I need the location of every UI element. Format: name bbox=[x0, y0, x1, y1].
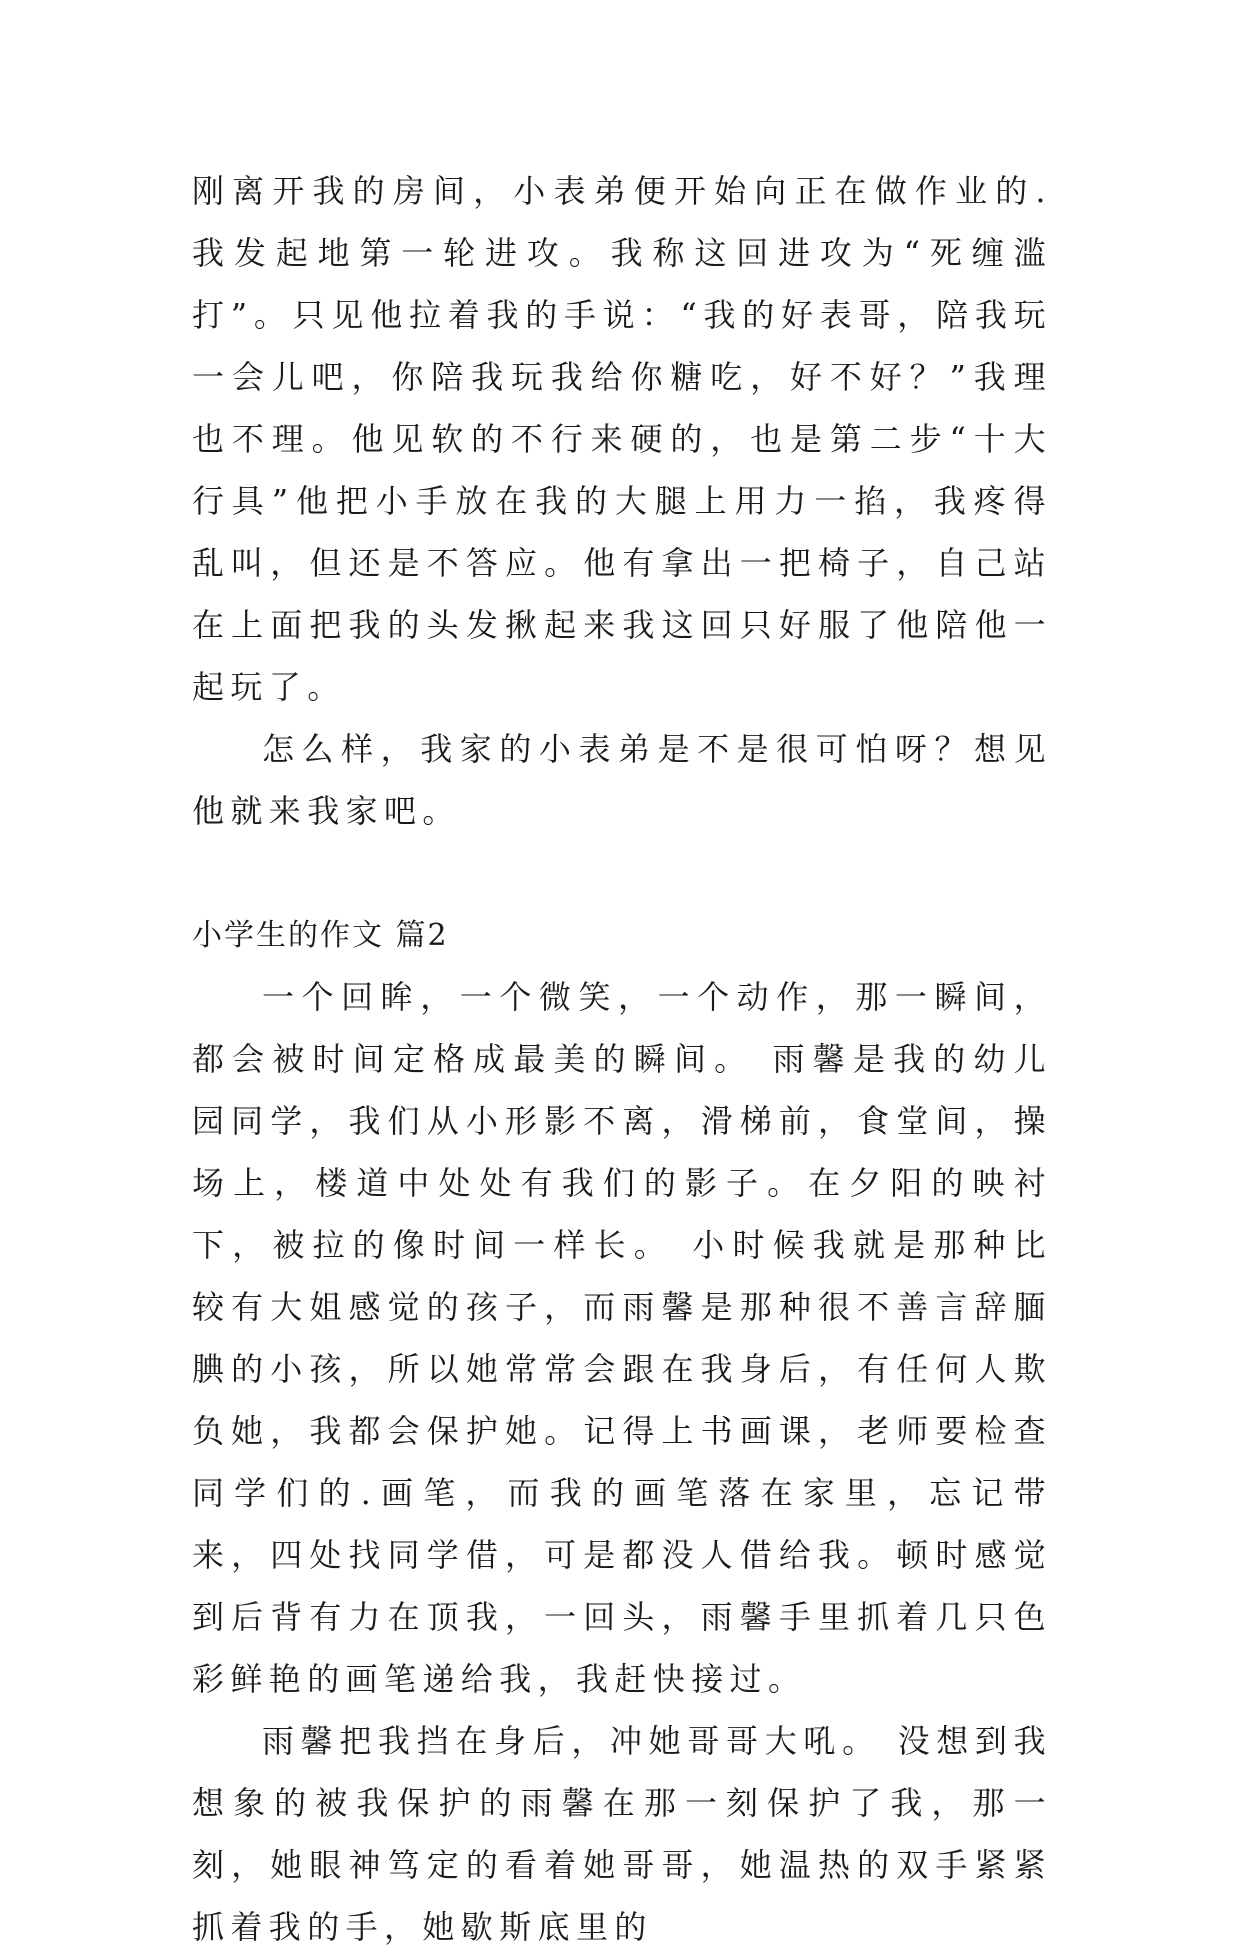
paragraph-3: 一个回眸，一个微笑，一个动作，那一瞬间，都会被时间定格成最美的瞬间。 雨馨是我的幼儿园同学，我们从小形影不离，滑梯前，食堂间，操场上，楼道中处处有我们的影子。在夕阳的映衬下，被拉的像时间一样长。 小时候我就是那种比较有大姐感觉的孩子，而雨馨是那种很不善言辞腼腆的小孩，所以她常常会跟在我身后，有任何人欺负她，我都会保护她。记得上书画课，老师要检查同学们的.画笔，而我的画笔落在家里，忘记带来，四处找同学借，可是都没人借给我。顿时感觉到后背有力在顶我，一回头，雨馨手里抓着几只色彩鲜艳的画笔递给我，我赶快接过。 bbox=[192, 978, 1052, 1698]
paragraph-1: 刚离开我的房间，小表弟便开始向正在做作业的.我发起地第一轮进攻。我称这回进攻为“死缠滥打”。只见他拉着我的手说：“我的好表哥，陪我玩一会儿吧，你陪我玩我给你糖吃，好不好？”我理也不理。他见软的不行来硬的，也是第二步“十大行具”他把小手放在我的大腿上用力一掐，我疼得乱叫，但还是不答应。他有拿出一把椅子，自己站在上面把我的头发揪起来我这回只好服了他陪他一起玩了。 bbox=[192, 172, 1052, 706]
section-title: 小学生的作文 篇2 bbox=[192, 918, 449, 953]
paragraph-2: 怎么样，我家的小表弟是不是很可怕呀？想见他就来我家吧。 bbox=[192, 730, 1052, 830]
paragraph-4: 雨馨把我挡在身后，冲她哥哥大吼。 没想到我想象的被我保护的雨馨在那一刻保护了我，那一刻，她眼神笃定的看着她哥哥，她温热的双手紧紧抓着我的手，她歇斯底里的 bbox=[192, 1722, 1052, 1946]
document-page bbox=[192, 160, 1052, 1958]
